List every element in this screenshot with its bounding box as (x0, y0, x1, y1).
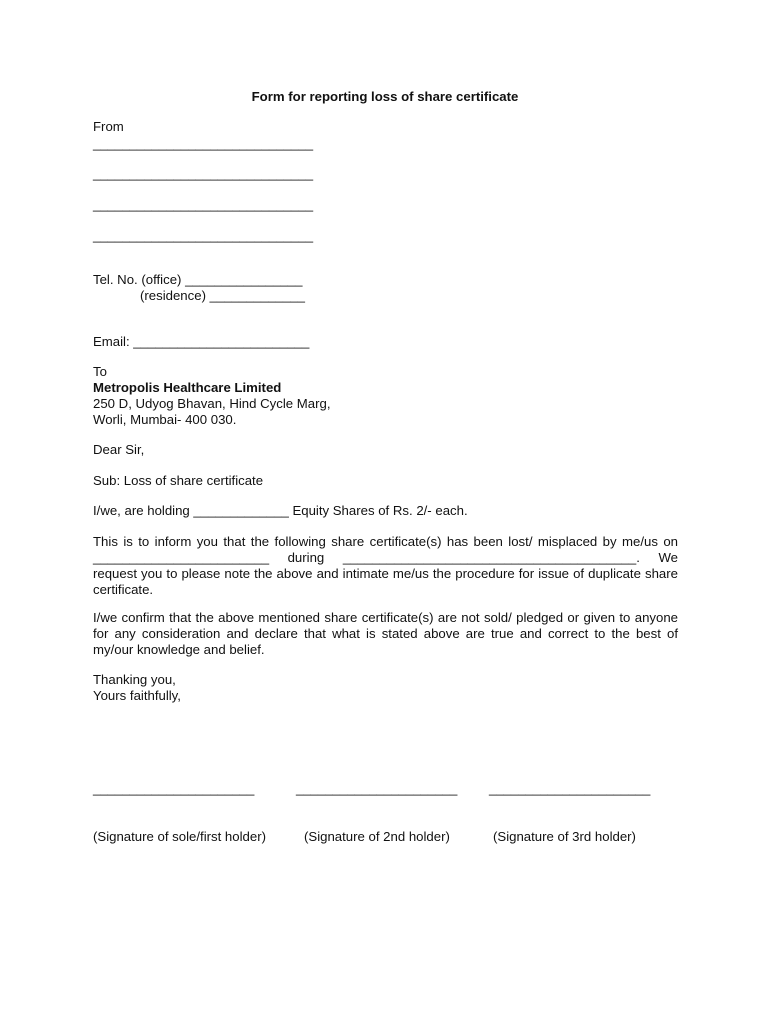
confirm-paragraph: I/we confirm that the above mentioned share certificate(s) are not sold/ pledged or given to anyone for any consideration and declare that what is stated above are true and correct to the best of my/our knowledge and belief. (93, 610, 678, 657)
signature-block-third (489, 749, 650, 877)
address-line: Worli, Mumbai- 400 030. (93, 412, 237, 427)
signature-line: ______________________ (93, 781, 255, 796)
email-field: Email: ________________________ (93, 334, 310, 349)
address-line: 250 D, Udyog Bhavan, Hind Cycle Marg, (93, 396, 331, 411)
signature-block-first (93, 749, 266, 877)
company-name: Metropolis Healthcare Limited (93, 380, 282, 395)
tel-residence-field: (residence) _____________ (140, 288, 305, 303)
signature-block-second (296, 749, 457, 877)
from-blank-line: ______________________________ (93, 166, 314, 181)
to-label: To (93, 364, 107, 379)
subject-line: Sub: Loss of share certificate (93, 473, 264, 488)
from-blank-line: ______________________________ (93, 228, 314, 243)
closing-yours: Yours faithfully, (93, 688, 181, 703)
signature-label: (Signature of 2nd holder) (304, 829, 450, 844)
from-blank-line: ______________________________ (93, 136, 314, 151)
signature-label: (Signature of sole/first holder) (93, 829, 266, 844)
salutation: Dear Sir, (93, 442, 145, 457)
holding-line: I/we, are holding _____________ Equity Shares of Rs. 2/- each. (93, 503, 468, 518)
from-blank-line: ______________________________ (93, 197, 314, 212)
signature-line: ______________________ (489, 781, 651, 796)
page-title: Form for reporting loss of share certificate (251, 89, 519, 104)
signature-label: (Signature of 3rd holder) (493, 829, 636, 844)
from-label: From (93, 119, 124, 134)
signature-line: ______________________ (296, 781, 458, 796)
tel-office-field: Tel. No. (office) ________________ (93, 272, 303, 287)
inform-paragraph: This is to inform you that the following share certificate(s) has been lost/ misplaced by me/us on ________________________ during ________________________________________. We request you to please note the above and intimate me/us the procedure for issue of duplicate share certificate. (93, 534, 678, 597)
closing-thanks: Thanking you, (93, 672, 176, 687)
